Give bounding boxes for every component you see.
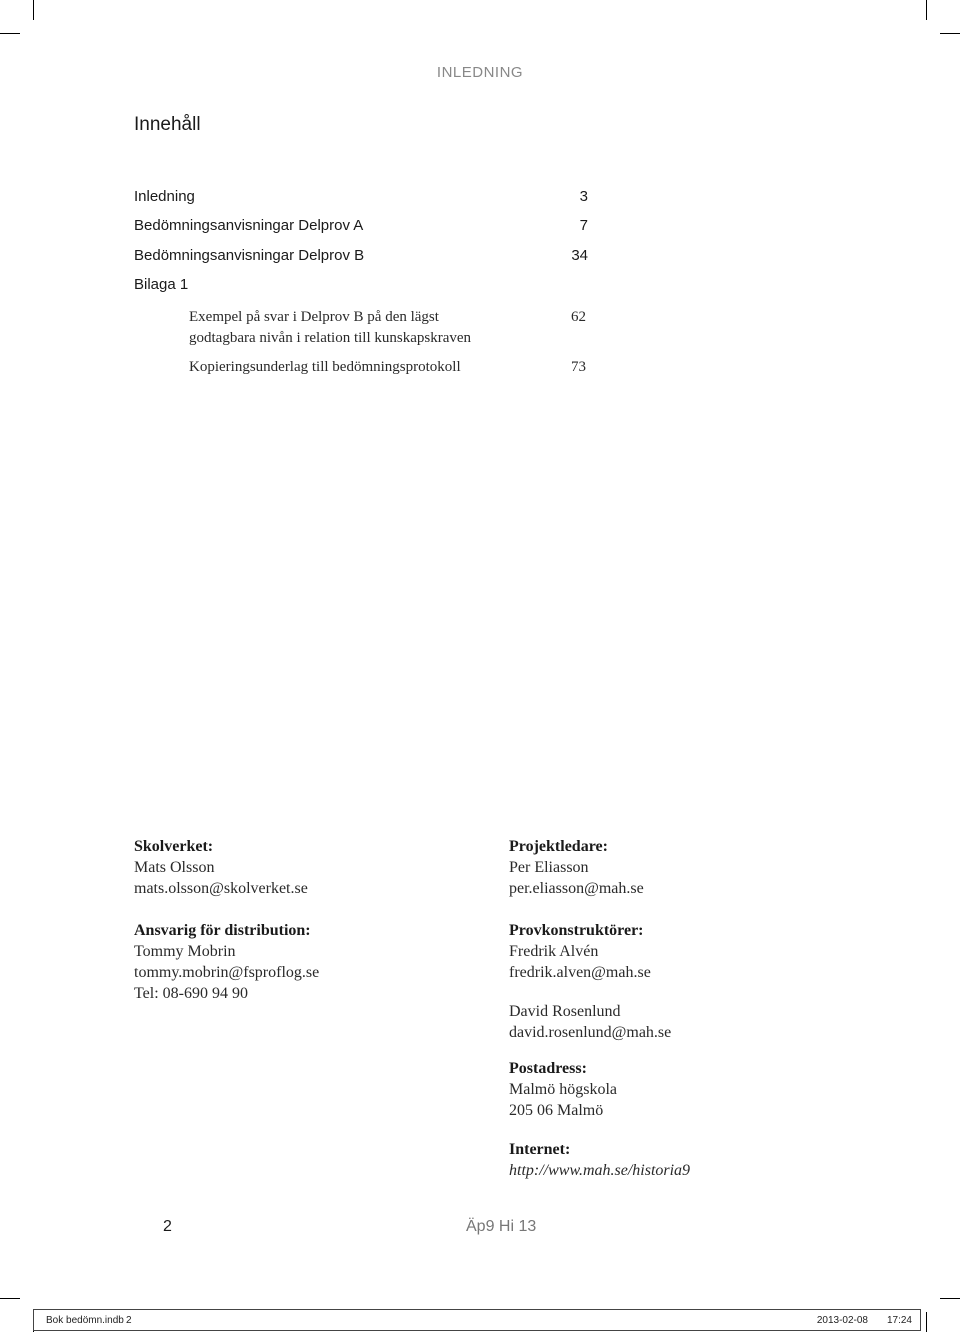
toc-entry — [134, 276, 588, 293]
contact-name: Tommy Mobrin — [134, 943, 236, 960]
address-line: Malmö högskola — [509, 1081, 617, 1098]
slug-file: Bok bedömn.indb — [46, 1315, 124, 1326]
slug-time: 17:24 — [886, 1315, 912, 1326]
contact-projektledare — [509, 836, 644, 899]
toc-sub-entry-label: Exempel på svar i Delprov B på den lägst — [189, 309, 439, 325]
crop-mark — [33, 0, 34, 20]
website-link[interactable]: http://www.mah.se/historia9 — [509, 1162, 691, 1179]
running-header: INLEDNING — [436, 64, 524, 81]
toc-entry-label: Bilaga 1 — [134, 276, 189, 293]
page-number: 2 — [163, 1218, 172, 1235]
toc-entry-page: 34 — [571, 247, 588, 264]
contact-distribution — [134, 920, 319, 1004]
toc-sub-entry-label: Kopieringsunderlag till bedömningsprotokoll — [189, 359, 461, 375]
slug-page: 2 — [126, 1315, 132, 1326]
crop-mark — [940, 1298, 960, 1299]
slug-date: 2013-02-08 — [816, 1315, 868, 1326]
toc-entry — [134, 188, 588, 205]
toc-sub-entry-page: 73 — [571, 359, 586, 375]
address-line: 205 06 Malmö — [509, 1102, 604, 1119]
toc-entry-page: 7 — [579, 217, 588, 234]
crop-mark — [926, 1312, 927, 1332]
contact-name: Mats Olsson — [134, 859, 215, 876]
contact-email: tommy.mobrin@fsproflog.se — [134, 964, 320, 981]
toc-entry-label: Bedömningsanvisningar Delprov B — [134, 247, 365, 264]
toc-entry — [134, 247, 588, 264]
toc-entry — [134, 217, 588, 234]
toc-entry-label: Inledning — [134, 188, 195, 205]
contact-heading: Projektledare: — [509, 838, 608, 855]
crop-mark — [926, 0, 927, 20]
contact-email: david.rosenlund@mah.se — [509, 1024, 672, 1041]
toc-sub-entry — [189, 307, 586, 349]
contact-heading: Internet: — [509, 1141, 571, 1158]
crop-mark — [0, 1298, 20, 1299]
document-code: Äp9 Hi 13 — [466, 1218, 537, 1235]
contact-email: fredrik.alven@mah.se — [509, 964, 651, 981]
contact-heading: Ansvarig för distribution: — [134, 922, 311, 939]
toc-entry-page: 3 — [579, 188, 588, 205]
toc-entry-label: Bedömningsanvisningar Delprov A — [134, 217, 364, 234]
contact-phone: Tel: 08-690 94 90 — [134, 985, 248, 1002]
contact-postadress — [509, 1058, 617, 1121]
contact-name: David Rosenlund — [509, 1003, 621, 1020]
contact-internet — [509, 1139, 690, 1181]
print-slug — [33, 1309, 921, 1331]
toc-sub-entry-page: 62 — [571, 309, 586, 325]
contact-name: Per Eliasson — [509, 859, 589, 876]
crop-mark — [0, 33, 20, 34]
contact-provkonstruktorer — [509, 920, 671, 1043]
toc-title: Innehåll — [134, 114, 201, 135]
contact-heading: Postadress: — [509, 1060, 587, 1077]
contact-name: Fredrik Alvén — [509, 943, 599, 960]
toc-sub-entry — [189, 357, 586, 378]
contact-email: mats.olsson@skolverket.se — [134, 880, 308, 897]
contact-email: per.eliasson@mah.se — [509, 880, 644, 897]
toc-sub-entry-label: godtagbara nivån i relation till kunskapskraven — [189, 330, 472, 346]
crop-mark — [940, 33, 960, 34]
contact-heading: Skolverket: — [134, 838, 214, 855]
contact-skolverket — [134, 836, 308, 899]
contact-heading: Provkonstruktörer: — [509, 922, 644, 939]
